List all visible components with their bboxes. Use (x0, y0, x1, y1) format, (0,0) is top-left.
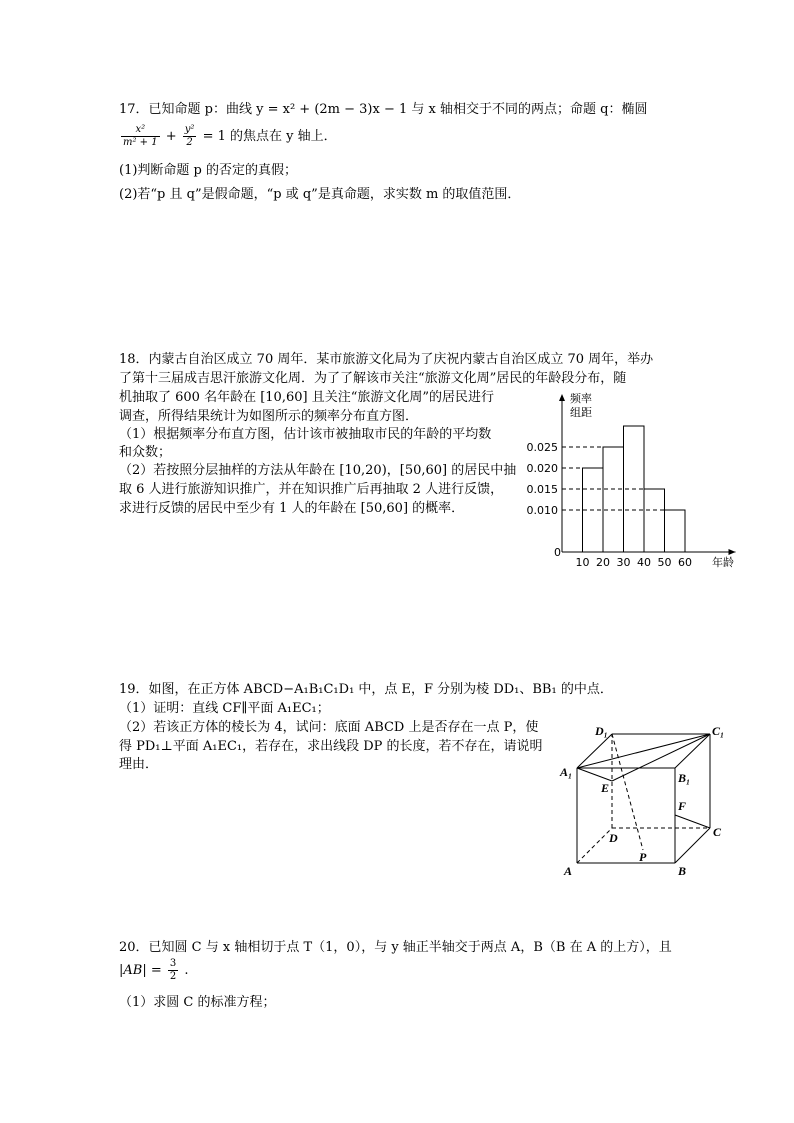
label-B: B (678, 864, 687, 878)
x-tick-label: 30 (616, 556, 631, 569)
segment-A1-E (577, 768, 612, 781)
q20-line1: 20．已知圆 C 与 x 轴相切于点 T（1，0），与 y 轴正半轴交于两点 A，B（B 在 A 的上方），且 (119, 940, 672, 955)
q18-line4: 调查，所得结果统计为如图所示的频率分布直方图． (119, 409, 419, 424)
segment-C-F (675, 815, 710, 828)
q17-part1: (1)判断命题 p 的否定的真假； (119, 163, 298, 178)
q18-line1: 18．内蒙古自治区成立 70 周年．某市旅游文化局为了庆祝内蒙古自治区成立 70 周年，举办 (119, 352, 654, 367)
label-C: C (713, 825, 722, 839)
q17-line2-tail: = 1 的焦点在 y 轴上． (202, 129, 337, 144)
q18-line6: 和众数； (119, 445, 172, 460)
q19-line3: （2）若该正方体的棱长为 4，试问：底面 ABCD 上是否存在一点 P，使 (119, 720, 539, 735)
q17-line1: 17．已知命题 p：曲线 y = x² + (2m − 3)x − 1 与 x 轴相交于不同的两点；命题 q：椭圆 (119, 102, 648, 117)
q20-ab-denominator: 2 (169, 971, 177, 982)
label-D1: D₁ (595, 724, 608, 738)
cube-solid-edges (577, 734, 710, 863)
y-tick-label: 0.015 (526, 483, 558, 496)
histogram-bar (665, 510, 686, 552)
y-tick-label: 0.010 (526, 504, 558, 517)
label-F: F (678, 799, 687, 813)
q20-ab-numerator: 3 (169, 958, 177, 969)
histogram-ylabel-top: 频率 (570, 392, 592, 405)
edge-A-D (577, 828, 612, 863)
y-tick-label: 0.025 (526, 441, 558, 454)
histogram-bar (603, 447, 624, 552)
segment-A1-C1 (577, 734, 710, 768)
q17-plus: + (165, 129, 177, 144)
q17-fraction-y (183, 124, 197, 149)
q19-line5: 理由． (119, 757, 159, 772)
q19-line2: （1）证明：直线 CF∥平面 A₁EC₁； (119, 701, 330, 716)
q19-line4: 得 PD₁⊥平面 A₁EC₁，若存在，求出线段 DP 的长度，若不存在，请说明 (119, 739, 543, 754)
y-tick-label: 0.020 (526, 462, 558, 475)
q17-frac1-denominator: m² + 1 (123, 137, 158, 148)
edge-B1-C1 (675, 734, 710, 768)
segment-E-C1 (612, 734, 710, 781)
histogram-bar (644, 489, 665, 552)
y-axis-arrow (559, 394, 565, 401)
histogram-marks (527, 394, 736, 569)
q18-line9: 求进行反馈的居民中至少有 1 人的年龄在 [50,60] 的概率． (119, 501, 465, 516)
label-D: D (609, 831, 618, 845)
label-A: A (564, 864, 573, 878)
q19-line1: 19．如图，在正方体 ABCD−A₁B₁C₁D₁ 中，点 E，F 分别为棱 DD₁、BB₁ 的中点． (119, 682, 613, 697)
q18-line8: 取 6 人进行旅游知识推广，并在知识推广后再抽取 2 人进行反馈， (119, 482, 504, 497)
q20-part1: （1）求圆 C 的标准方程； (119, 995, 276, 1010)
q20-line2 (119, 958, 189, 983)
q17-frac2-denominator: 2 (186, 137, 193, 148)
histogram-ylabel-bottom: 组距 (570, 406, 592, 419)
q20-ab-fraction (168, 958, 178, 983)
q17-fraction-x (121, 124, 160, 149)
q17-frac1-numerator: x² (121, 124, 160, 137)
x-axis-arrow (729, 549, 736, 555)
label-A1: A₁ (560, 765, 573, 779)
edge-A1-D1 (577, 734, 612, 768)
q18-line7: （2）若按照分层抽样的方法从年龄在 [10,20)，[50,60] 的居民中抽 (119, 463, 517, 478)
cube-figure (555, 718, 735, 883)
frequency-histogram (520, 388, 750, 574)
label-C1: C₁ (712, 724, 725, 738)
q17-part2: (2)若“p 且 q”是假命题，“p 或 q”是真命题，求实数 m 的取值范围． (119, 187, 521, 202)
edge-B-C (675, 828, 710, 863)
x-tick-label: 50 (657, 556, 672, 569)
label-E: E (601, 781, 610, 795)
q20-ab-suffix: . (184, 963, 189, 978)
q20-ab-prefix: |AB| = (119, 963, 162, 978)
q17-line2 (119, 124, 337, 149)
label-B1: B₁ (678, 771, 691, 785)
label-P: P (639, 850, 647, 864)
x-tick-label: 10 (575, 556, 590, 569)
x-tick-label: 60 (678, 556, 692, 569)
q18-line3: 机抽取了 600 名年龄在 [10,60] 且关注“旅游文化周”的居民进行 (119, 390, 494, 405)
x-tick-label: 40 (637, 556, 651, 569)
q18-line5: （1）根据频率分布直方图，估计该市被抽取市民的年龄的平均数 (119, 427, 492, 442)
histogram-origin-label: 0 (554, 546, 561, 559)
q18-line2: 了第十三届成吉思汗旅游文化周．为了了解该市关注“旅游文化周”居民的年龄段分布，随 (119, 371, 627, 386)
q17-frac2-numerator: y² (184, 124, 195, 135)
x-tick-label: 20 (596, 556, 610, 569)
histogram-xlabel: 年龄 (712, 556, 734, 569)
